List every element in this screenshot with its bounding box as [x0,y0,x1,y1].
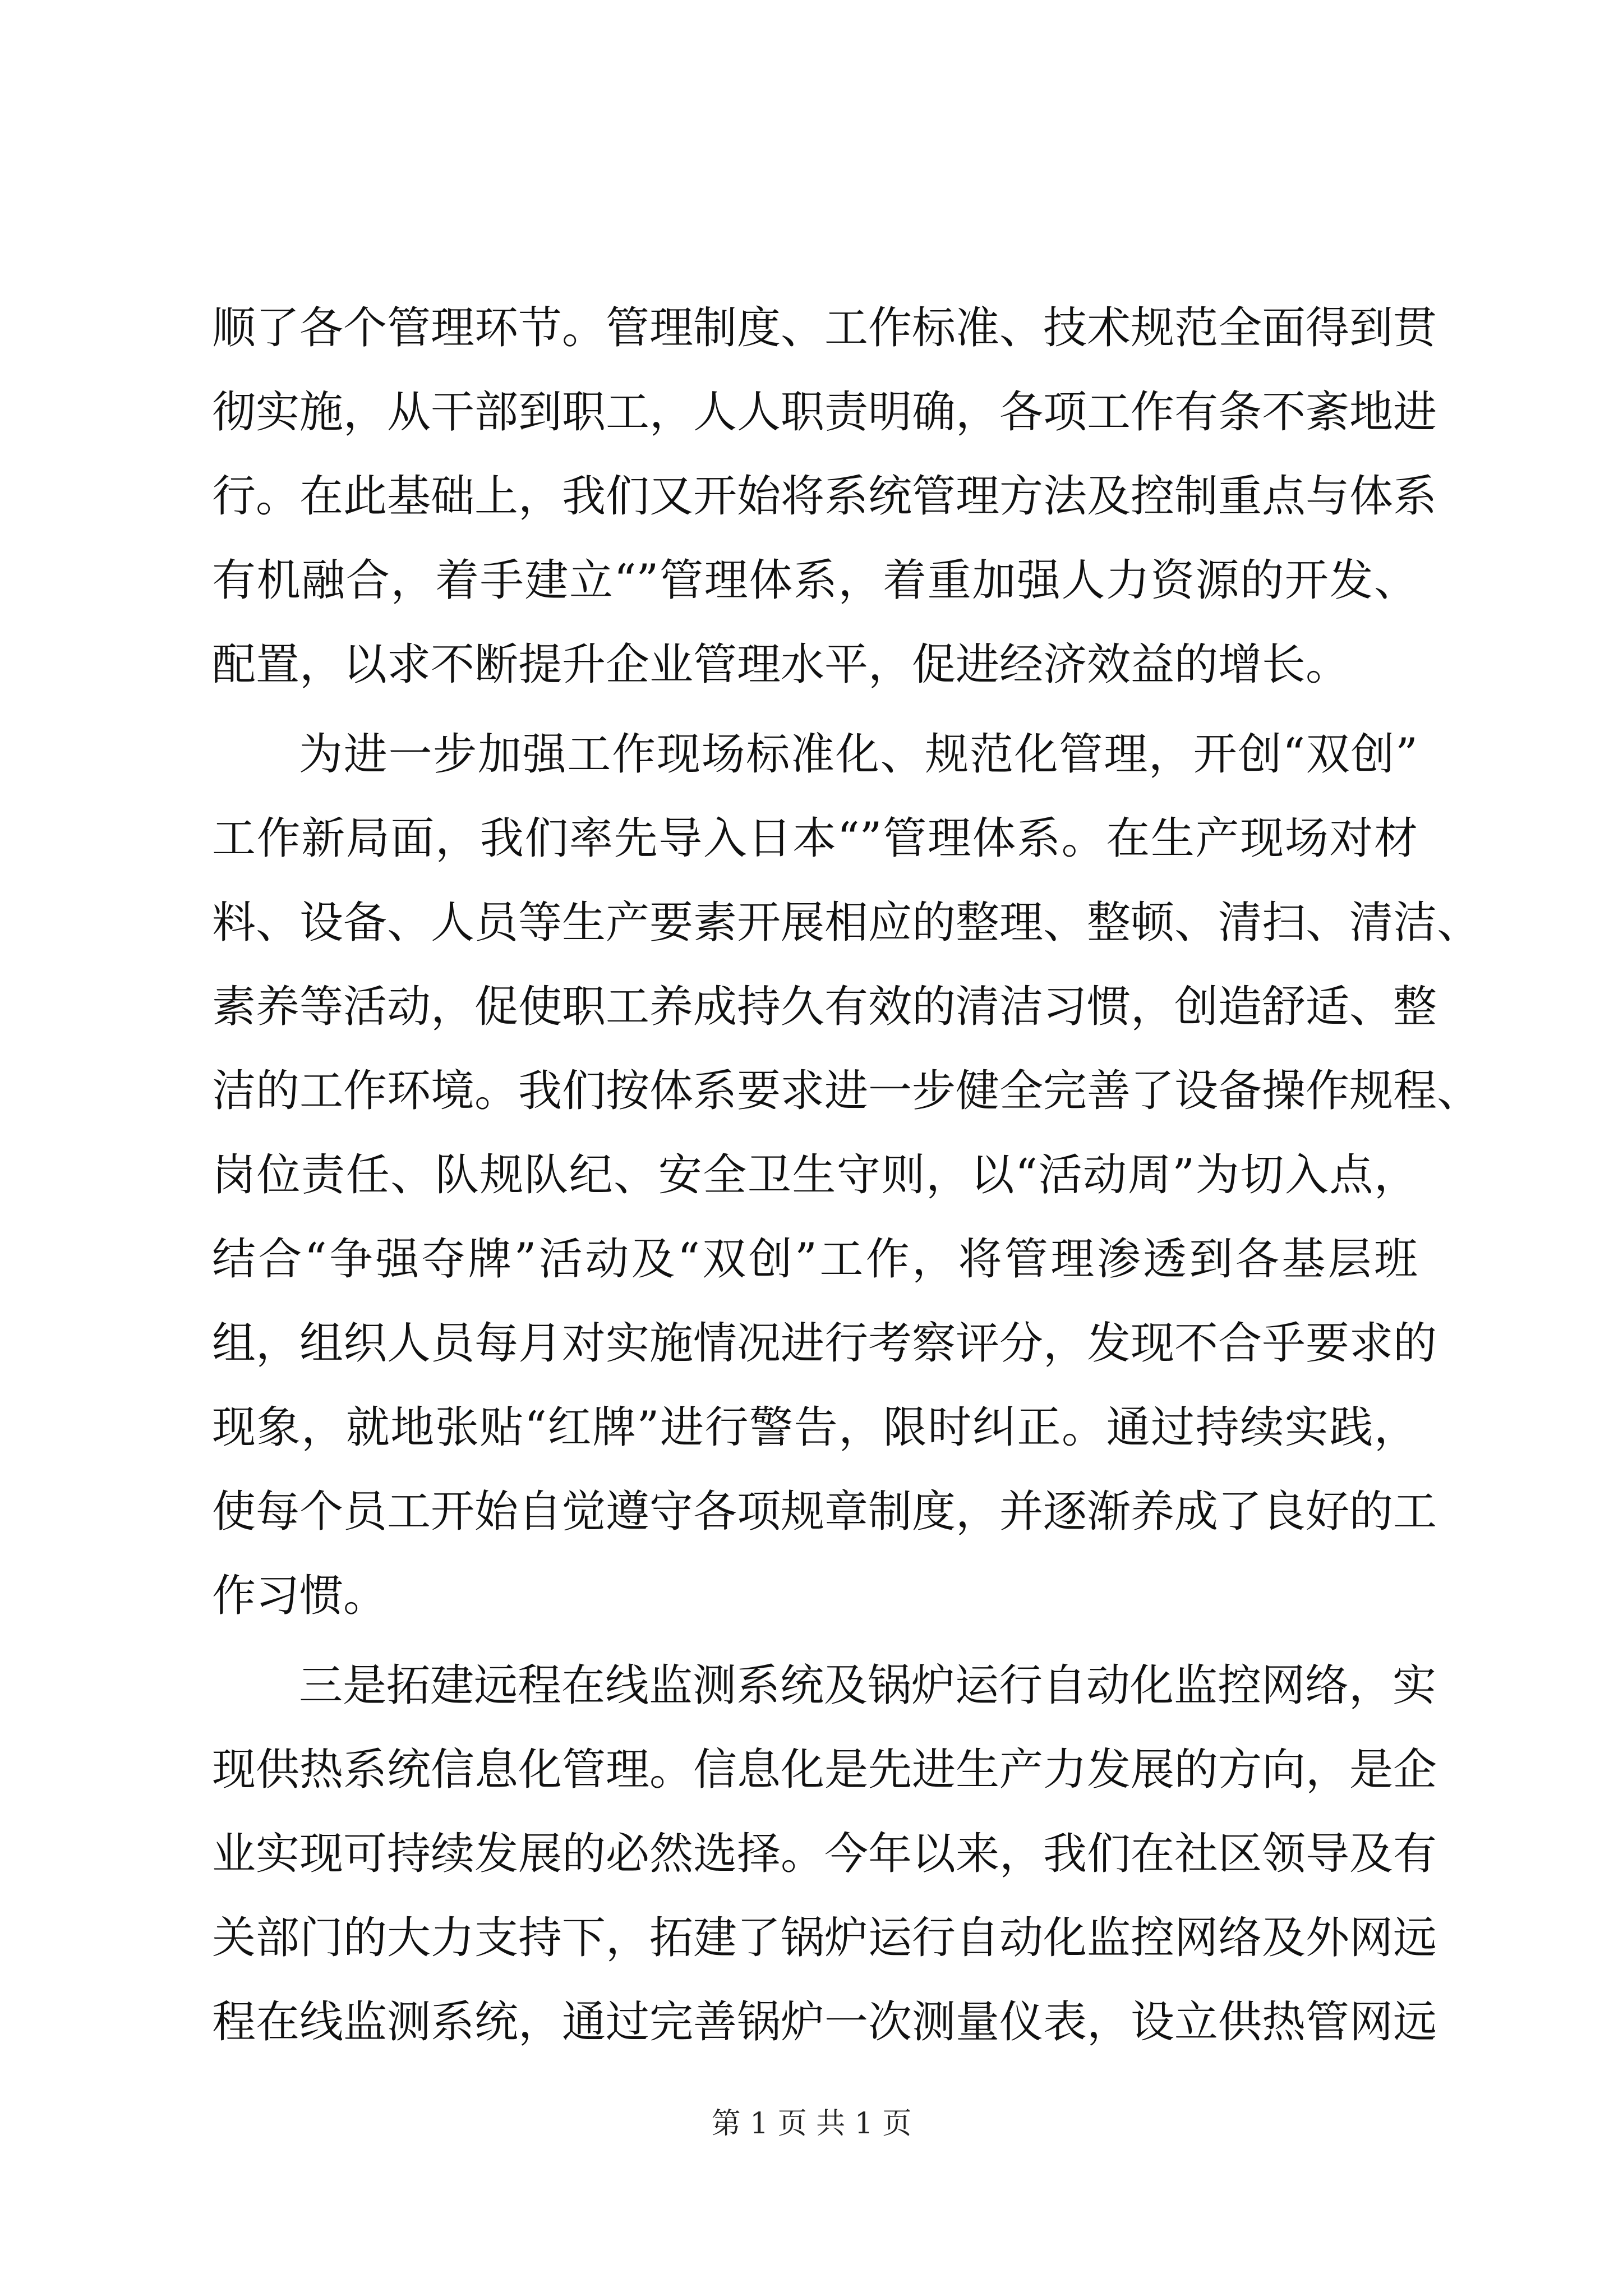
paragraph-3-line-5: 程在线监测系统，通过完善锅炉一次测量仪表，设立供热管网远 [212,1997,1437,2047]
paragraph-2-line-4: 素养等活动，促使职工养成持久有效的清洁习惯，创造舒适、整 [212,982,1437,1032]
paragraph-1-line-4: 有机融合，着手建立“”管理体系，着重加强人力资源的开发、 [212,555,1418,606]
paragraph-2-line-8: 组，组织人员每月对实施情况进行考察评分，发现不合乎要求的 [212,1318,1437,1369]
paragraph-2-line-7: 结合“争强夺牌”活动及“双创”工作，将管理渗透到各基层班 [212,1234,1418,1285]
paragraph-1-line-1: 顺了各个管理环节。管理制度、工作标准、技术规范全面得到贯 [212,303,1437,353]
paragraph-3-line-1: 三是拓建远程在线监测系统及锅炉运行自动化监控网络，实 [299,1660,1437,1711]
page-footer: 第 1 页 共 1 页 [711,2107,912,2141]
paragraph-2-line-9: 现象，就地张贴“红牌”进行警告，限时纠正。通过持续实践， [212,1402,1418,1453]
paragraph-1-line-3: 行。在此基础上，我们又开始将系统管理方法及控制重点与体系 [212,471,1437,522]
paragraph-2-line-1: 为进一步加强工作现场标准化、规范化管理，开创“双创” [299,729,1418,780]
paragraph-1-line-5: 配置，以求不断提升企业管理水平，促进经济效益的增长。 [212,639,1350,690]
paragraph-3-line-3: 业实现可持续发展的必然选择。今年以来，我们在社区领导及有 [212,1829,1437,1879]
paragraph-3-line-2: 现供热系统信息化管理。信息化是先进生产力发展的方向，是企 [212,1745,1437,1795]
paragraph-3-line-4: 关部门的大力支持下，拓建了锅炉运行自动化监控网络及外网远 [212,1913,1437,1963]
paragraph-2-line-3: 料、设备、人员等生产要素开展相应的整理、整顿、清扫、清洁、 [212,898,1481,948]
paragraph-2-line-6: 岗位责任、队规队纪、安全卫生守则，以“活动周”为切入点， [212,1150,1418,1200]
paragraph-2-line-11: 作习惯。 [212,1571,388,1621]
paragraph-2-line-5: 洁的工作环境。我们按体系要求进一步健全完善了设备操作规程、 [212,1066,1481,1116]
paragraph-2-line-10: 使每个员工开始自觉遵守各项规章制度，并逐渐养成了良好的工 [212,1487,1437,1537]
paragraph-1-line-2: 彻实施，从干部到职工，人人职责明确，各项工作有条不紊地进 [212,387,1437,438]
paragraph-2-line-2: 工作新局面，我们率先导入日本“”管理体系。在生产现场对材 [212,813,1418,864]
